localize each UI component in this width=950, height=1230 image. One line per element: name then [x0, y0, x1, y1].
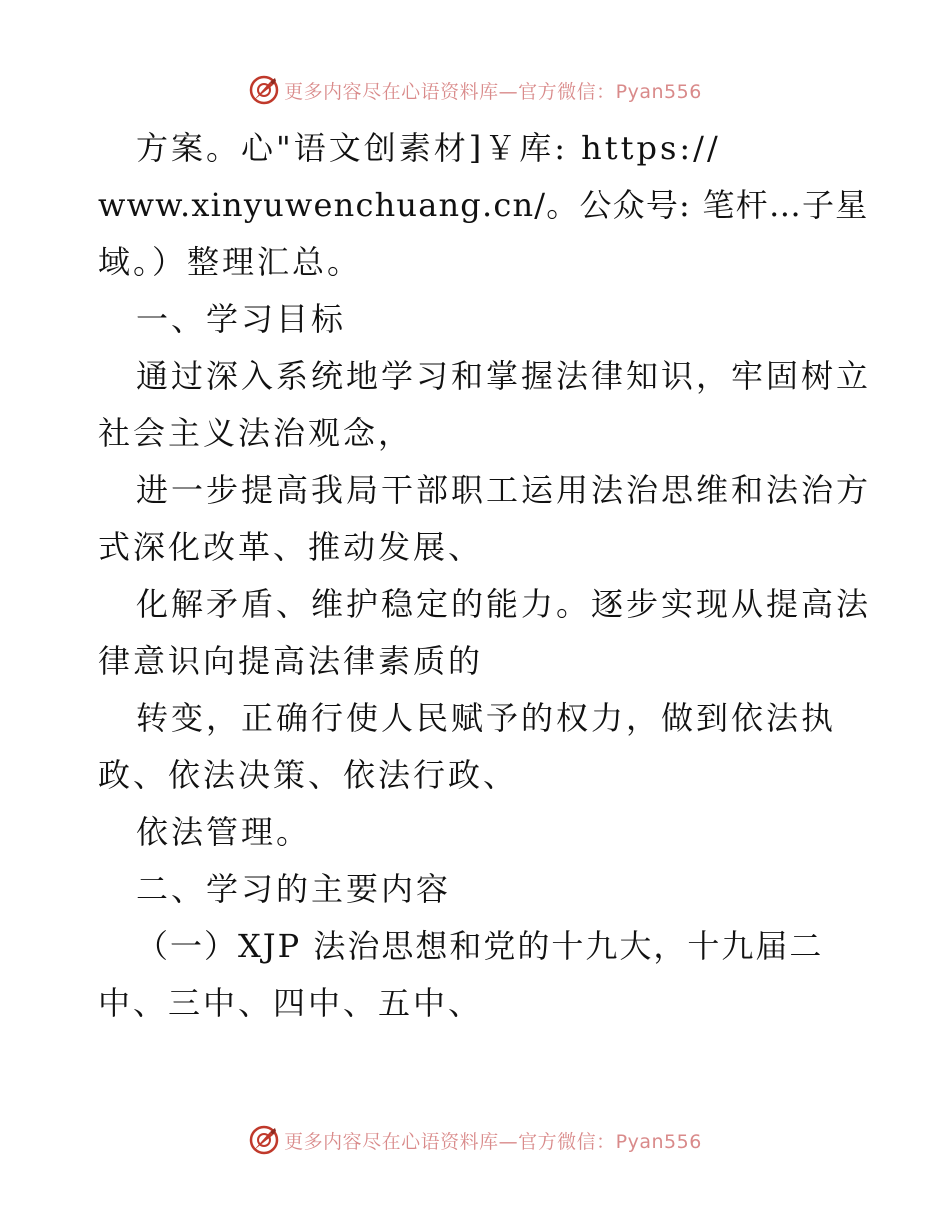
header-banner-text: 更多内容尽在心语资料库—官方微信：Pyan556 [284, 80, 702, 103]
text-line: www.xinyuwenchuang.cn/。公众号: 笔杆…子星 [98, 186, 869, 224]
text-line: （一）XJP 法治思想和党的十九大，十九届二 [136, 927, 824, 965]
brand-logo-icon [248, 74, 280, 106]
footer-banner [0, 1122, 950, 1158]
text-line: 依法管理。 [136, 813, 312, 851]
section-heading: 二、学习的主要内容 [136, 870, 452, 908]
header-banner [0, 72, 950, 108]
text-line: 通过深入系统地学习和掌握法律知识，牢固树立 [136, 357, 872, 395]
text-line: 律意识向提高法律素质的 [98, 642, 484, 680]
text-line: 进一步提高我局干部职工运用法治思维和法治方 [136, 471, 872, 509]
text-line: 方案。心"语文创素材]￥库: https:// [136, 129, 721, 167]
brand-logo-icon [248, 1124, 280, 1156]
text-line: 域。）整理汇总。 [98, 243, 363, 281]
text-line: 化解矛盾、维护稳定的能力。逐步实现从提高法 [136, 585, 872, 623]
section-heading: 一、学习目标 [136, 300, 347, 338]
footer-banner-text: 更多内容尽在心语资料库—官方微信：Pyan556 [284, 1130, 702, 1153]
text-line: 式深化改革、推动发展、 [98, 528, 484, 566]
text-line: 政、依法决策、依法行政、 [98, 756, 519, 794]
text-line: 中、三中、四中、五中、 [98, 984, 484, 1022]
document-body [98, 120, 872, 1032]
text-line: 转变，正确行使人民赋予的权力，做到依法执 [136, 699, 837, 737]
text-line: 社会主义法治观念， [98, 414, 414, 452]
